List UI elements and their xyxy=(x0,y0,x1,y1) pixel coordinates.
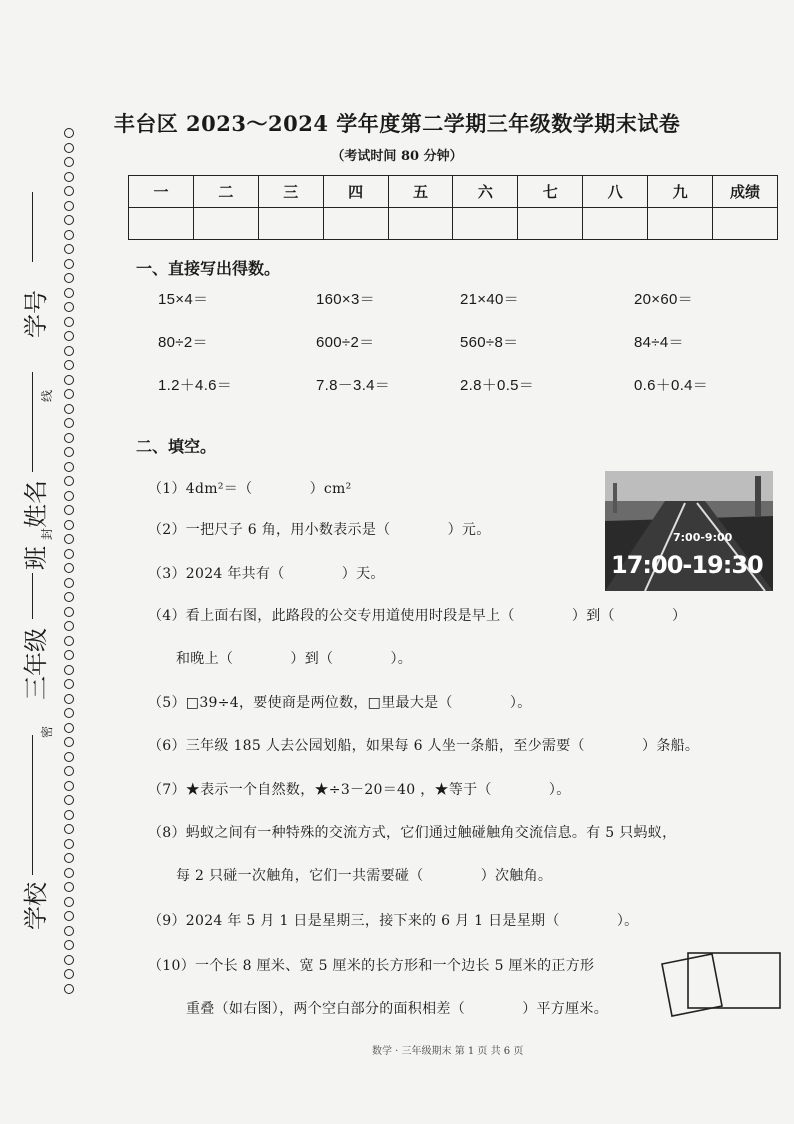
calc-item: 84÷4＝ xyxy=(634,334,684,351)
section1-title: 一、直接写出得数。 xyxy=(136,259,281,278)
bus-lane-time-morning: 7:00-9:00 xyxy=(673,531,733,544)
question-8-line2: 每 2 只碰一次触角，它们一共需要碰（ ）次触角。 xyxy=(176,868,553,884)
score-entry-cell[interactable] xyxy=(258,208,323,240)
question-2: （2）一把尺子 6 角，用小数表示是（ ）元。 xyxy=(148,522,491,538)
seal-xian: 线 xyxy=(40,389,54,402)
calc-item: 560÷8＝ xyxy=(460,334,519,351)
seal-mi: 密 xyxy=(40,725,54,738)
score-header-cell: 一 xyxy=(129,176,194,208)
question-9: （9）2024 年 5 月 1 日是星期三，接下来的 6 月 1 日是星期（ ）。 xyxy=(148,913,639,929)
question-3: （3）2024 年共有（ ）天。 xyxy=(148,566,385,582)
question-7: （7）★表示一个自然数，★÷3－20＝40 ，★等于（ ）。 xyxy=(148,782,571,798)
overlap-figure xyxy=(650,944,790,1044)
score-header-row xyxy=(129,176,778,208)
score-entry-cell[interactable] xyxy=(453,208,518,240)
calc-item: 0.6＋0.4＝ xyxy=(634,377,709,394)
score-entry-cell[interactable] xyxy=(193,208,258,240)
score-entry-cell[interactable] xyxy=(388,208,453,240)
page-footer: 数学 · 三年级期末 第 1 页 共 6 页 xyxy=(372,1046,524,1057)
school-underline xyxy=(32,735,33,875)
section2-title: 二、填空。 xyxy=(136,437,217,456)
calc-item: 21×40＝ xyxy=(460,291,519,308)
score-header-cell: 六 xyxy=(453,176,518,208)
score-entry-row xyxy=(129,208,778,240)
score-header-cell: 七 xyxy=(518,176,583,208)
question-8-line1: （8）蚂蚁之间有一种特殊的交流方式，它们通过触碰触角交流信息。有 5 只蚂蚁， xyxy=(148,825,677,841)
exam-title: 丰台区 2023～2024 学年度第二学期三年级数学期末试卷 xyxy=(113,111,681,136)
rectangle-shape xyxy=(688,953,780,1008)
score-header-cell: 九 xyxy=(648,176,713,208)
score-header-cell: 四 xyxy=(323,176,388,208)
number-label: 学号 xyxy=(22,290,50,338)
exam-duration: （考试时间 80 分钟） xyxy=(331,149,463,164)
calc-item: 7.8－3.4＝ xyxy=(316,377,391,394)
number-underline xyxy=(32,192,33,262)
calc-item: 20×60＝ xyxy=(634,291,693,308)
name-label: 姓名 xyxy=(22,480,50,528)
score-header-cell: 三 xyxy=(258,176,323,208)
calc-item: 600÷2＝ xyxy=(316,334,375,351)
score-header-cell: 五 xyxy=(388,176,453,208)
score-table xyxy=(128,175,778,240)
name-underline xyxy=(32,372,33,472)
question-6: （6）三年级 185 人去公园划船，如果每 6 人坐一条船，至少需要（ ）条船。 xyxy=(148,738,700,754)
class-grade-label: 三年级 xyxy=(22,628,50,700)
score-header-cell: 二 xyxy=(193,176,258,208)
class-ban-label: 班 xyxy=(22,546,50,570)
score-header-cell: 八 xyxy=(583,176,648,208)
score-entry-cell[interactable] xyxy=(648,208,713,240)
question-1: （1）4dm²＝（ ）cm² xyxy=(148,481,352,497)
score-header-cell: 成绩 xyxy=(713,176,778,208)
question-10-line2: 重叠（如右图），两个空白部分的面积相差（ ）平方厘米。 xyxy=(186,1001,608,1017)
question-5: （5）□39÷4，要使商是两位数，□里最大是（ ）。 xyxy=(148,695,532,711)
score-entry-cell[interactable] xyxy=(583,208,648,240)
calc-item: 80÷2＝ xyxy=(158,334,208,351)
bus-lane-time-evening: 17:00-19:30 xyxy=(611,551,763,579)
question-4-line2: 和晚上（ ）到（ ）。 xyxy=(176,651,413,667)
calc-item: 2.8＋0.5＝ xyxy=(460,377,535,394)
score-entry-cell[interactable] xyxy=(129,208,194,240)
binding-circles xyxy=(62,128,76,998)
calc-item: 1.2＋4.6＝ xyxy=(158,377,233,394)
calc-item: 15×4＝ xyxy=(158,291,209,308)
score-entry-cell[interactable] xyxy=(713,208,778,240)
seal-feng: 封 xyxy=(40,527,54,540)
question-4-line1: （4）看上面右图，此路段的公交专用道使用时段是早上（ ）到（ ） xyxy=(148,608,687,624)
score-entry-cell[interactable] xyxy=(518,208,583,240)
score-entry-cell[interactable] xyxy=(323,208,388,240)
calc-item: 160×3＝ xyxy=(316,291,375,308)
square-shape xyxy=(662,954,722,1016)
class-underline xyxy=(32,573,33,619)
bus-lane-photo xyxy=(605,471,773,591)
question-10-line1: （10）一个长 8 厘米、宽 5 厘米的长方形和一个边长 5 厘米的正方形 xyxy=(148,958,595,974)
school-label: 学校 xyxy=(22,882,50,930)
